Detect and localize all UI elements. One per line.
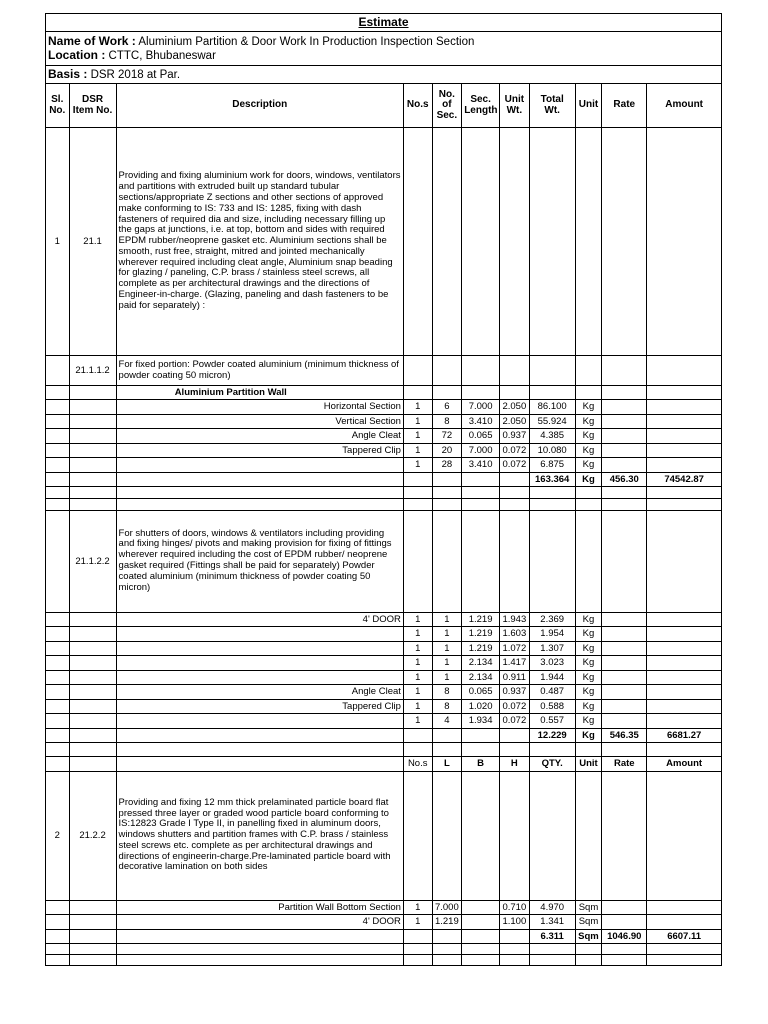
subtotal-row [46,929,722,943]
row-total-wt: 0.487 [529,685,575,700]
row-total-wt: 6.875 [529,458,575,473]
row-sec-length: 2.134 [462,670,500,685]
row-total-wt: 86.100 [529,400,575,415]
name-of-work-value: Aluminium Partition & Door Work In Production Inspection Section [138,35,475,48]
row-description [116,627,403,642]
row-description [116,656,403,671]
row-unit: Kg [575,627,602,642]
row-qty: 4.970 [529,900,575,915]
row-unit: Kg [575,443,602,458]
row-no-of-sec: 1 [432,641,462,656]
measurement-row [46,685,722,700]
row-sec-length: 3.410 [462,414,500,429]
row-unit: Kg [575,612,602,627]
row-description: 4' DOOR [116,612,403,627]
row-nos: 1 [403,699,432,714]
location-label: Location : [48,47,106,62]
col-sl: Sl. No. [46,84,70,128]
row-unit-wt: 1.943 [500,612,530,627]
row-no-of-sec: 8 [432,685,462,700]
measurement-row [46,714,722,729]
measurement-row [46,443,722,458]
row-sec-length: 1.219 [462,641,500,656]
blank-row [46,954,722,965]
col-unit-wt: Unit Wt. [500,84,530,128]
subtotal-unit: Kg [575,728,602,742]
subtotal-unit: Sqm [575,929,602,943]
row-unit-wt: 1.072 [500,641,530,656]
subtotal-rate: 1046.90 [602,929,647,943]
group-title-row [46,386,722,400]
item-sl: 1 [46,128,70,356]
subtotal-amount: 6607.11 [647,929,722,943]
row-description: Angle Cleat [116,429,403,444]
row-unit: Kg [575,699,602,714]
measurement-row [46,656,722,671]
subtotal-unit: Kg [575,472,602,486]
measurement-row [46,915,722,930]
col-no-of-sec: No. of Sec. [432,84,462,128]
row-unit-wt: 0.937 [500,429,530,444]
subitem-dsr: 21.1.2.2 [69,510,116,612]
column-header-row-2 [46,756,722,771]
row-nos: 1 [403,670,432,685]
blank-row [46,486,722,498]
row-unit: Sqm [575,900,602,915]
row-unit: Sqm [575,915,602,930]
row-unit: Kg [575,414,602,429]
measurement-row [46,612,722,627]
item-dsr: 21.1 [69,128,116,356]
col-dsr: DSR Item No. [69,84,116,128]
row-unit-wt: 1.603 [500,627,530,642]
row-total-wt: 10.080 [529,443,575,458]
col2-l: L [432,756,462,771]
location-value: CTTC, Bhubaneswar [108,49,216,62]
row-total-wt: 1.954 [529,627,575,642]
col-amount: Amount [647,84,722,128]
row-nos: 1 [403,414,432,429]
row-nos: 1 [403,900,432,915]
row-no-of-sec: 4 [432,714,462,729]
row-nos: 1 [403,612,432,627]
subtotal-row [46,728,722,742]
row-total-wt: 1.307 [529,641,575,656]
col-description: Description [116,84,403,128]
row-unit-wt: 1.417 [500,656,530,671]
row-nos: 1 [403,641,432,656]
group-title: Aluminium Partition Wall [116,386,403,400]
row-description: Angle Cleat [116,685,403,700]
row-sec-length: 1.219 [462,627,500,642]
row-unit: Kg [575,685,602,700]
subtotal-weight: 163.364 [529,472,575,486]
row-description: Horizontal Section [116,400,403,415]
col2-rate: Rate [602,756,647,771]
row-total-wt: 4.385 [529,429,575,444]
row-h: 1.100 [500,915,530,930]
col-sec-length: Sec. Length [462,84,500,128]
basis-row [46,66,722,84]
row-nos: 1 [403,656,432,671]
row-no-of-sec: 8 [432,414,462,429]
col2-qty: QTY. [529,756,575,771]
row-unit: Kg [575,641,602,656]
row-description: Tappered Clip [116,443,403,458]
measurement-row [46,429,722,444]
measurement-row [46,670,722,685]
row-total-wt: 0.557 [529,714,575,729]
row-description: Partition Wall Bottom Section [116,900,403,915]
row-nos: 1 [403,714,432,729]
work-info [46,32,722,66]
row-sec-length: 0.065 [462,685,500,700]
row-l: 7.000 [432,900,462,915]
sub1-rows [46,400,722,473]
row-total-wt: 3.023 [529,656,575,671]
col-unit: Unit [575,84,602,128]
row-unit-wt: 2.050 [500,400,530,415]
subitem-description: For fixed portion: Powder coated aluminium (minimum thickness of powder coating 50 micron) [116,356,403,386]
row-unit-wt: 0.072 [500,699,530,714]
subtotal-amount: 6681.27 [647,728,722,742]
row-description [116,670,403,685]
row-sec-length: 2.134 [462,656,500,671]
subitem-description: For shutters of doors, windows & ventilators including providing and fixing hinges/ pivots and making provision for fixing of fittings wherever required including the cost of EPDM rubber/ neoprene gasket required (Fittings shall be paid for separately) Powder coated aluminium (minimum thickness of powder coating 50 micron) [116,510,403,612]
row-no-of-sec: 1 [432,627,462,642]
row-qty: 1.341 [529,915,575,930]
measurement-row [46,400,722,415]
col-total-wt: Total Wt. [529,84,575,128]
row-no-of-sec: 72 [432,429,462,444]
measurement-row [46,414,722,429]
measurement-row [46,458,722,473]
measurement-row [46,699,722,714]
blank-row [46,742,722,756]
estimate-sheet [45,13,722,966]
col-nos: No.s [403,84,432,128]
col2-nos: No.s [403,756,432,771]
col2-h: H [500,756,530,771]
row-description [116,641,403,656]
row-description: Vertical Section [116,414,403,429]
row-sec-length: 1.219 [462,612,500,627]
row-nos: 1 [403,685,432,700]
row-description [116,714,403,729]
row-unit-wt: 0.072 [500,458,530,473]
measurement-row [46,627,722,642]
subitem-row [46,510,722,612]
measurement-row [46,900,722,915]
subtotal-rate: 456.30 [602,472,647,486]
row-sec-length: 0.065 [462,429,500,444]
row-b [462,900,500,915]
item-dsr: 21.2.2 [69,771,116,900]
row-unit-wt: 0.072 [500,443,530,458]
row-unit: Kg [575,458,602,473]
col-rate: Rate [602,84,647,128]
row-h: 0.710 [500,900,530,915]
item-description: Providing and fixing 12 mm thick prelaminated particle board flat pressed three layer or graded wood particle board conforming to IS:12823 Grade I Type II, in panelling fixed in aluminum doors, windows shutters and partition frames with C.P. brass / stainless steel screws etc. complete as per architectural drawings and directions of engineerin-charge.Pre-laminated particle board with decorative lamination on both sides [116,771,403,900]
name-of-work-label: Name of Work : [48,33,136,48]
row-unit: Kg [575,656,602,671]
row-unit-wt: 0.911 [500,670,530,685]
row-total-wt: 55.924 [529,414,575,429]
row-unit: Kg [575,670,602,685]
basis-label: Basis : [48,66,88,81]
estimate-table [45,13,722,966]
row-no-of-sec: 6 [432,400,462,415]
row-total-wt: 0.588 [529,699,575,714]
row-nos: 1 [403,915,432,930]
row-nos: 1 [403,627,432,642]
row-no-of-sec: 28 [432,458,462,473]
measurement-row [46,641,722,656]
item-sl: 2 [46,771,70,900]
sub2-rows [46,612,722,728]
row-b [462,915,500,930]
row-nos: 1 [403,443,432,458]
column-header-row [46,84,722,128]
blank-row [46,943,722,954]
row-no-of-sec: 1 [432,670,462,685]
subtotal-rate: 546.35 [602,728,647,742]
row-unit: Kg [575,429,602,444]
subitem-dsr: 21.1.1.2 [69,356,116,386]
row-total-wt: 2.369 [529,612,575,627]
blank-row [46,498,722,510]
row-sec-length: 1.020 [462,699,500,714]
row-unit-wt: 0.937 [500,685,530,700]
row-total-wt: 1.944 [529,670,575,685]
row-nos: 1 [403,400,432,415]
basis-value: DSR 2018 at Par. [90,68,181,81]
item2-rows [46,900,722,929]
subtotal-amount: 74542.87 [647,472,722,486]
subtotal-row [46,472,722,486]
page-title: Estimate [46,14,722,32]
row-no-of-sec: 20 [432,443,462,458]
subtotal-qty: 6.311 [529,929,575,943]
item-row [46,771,722,900]
row-description: 4' DOOR [116,915,403,930]
row-no-of-sec: 1 [432,656,462,671]
col2-b: B [462,756,500,771]
row-unit: Kg [575,714,602,729]
row-l: 1.219 [432,915,462,930]
row-unit-wt: 2.050 [500,414,530,429]
row-sec-length: 1.934 [462,714,500,729]
row-sec-length: 7.000 [462,400,500,415]
subitem-row [46,356,722,386]
row-description: Tappered Clip [116,699,403,714]
row-sec-length: 7.000 [462,443,500,458]
row-nos: 1 [403,429,432,444]
row-nos: 1 [403,458,432,473]
row-no-of-sec: 1 [432,612,462,627]
row-description [116,458,403,473]
item-row [46,128,722,356]
subtotal-weight: 12.229 [529,728,575,742]
col2-unit: Unit [575,756,602,771]
row-no-of-sec: 8 [432,699,462,714]
row-unit: Kg [575,400,602,415]
row-sec-length: 3.410 [462,458,500,473]
row-unit-wt: 0.072 [500,714,530,729]
item-description: Providing and fixing aluminium work for doors, windows, ventilators and partitions with extruded built up standard tubular sections/appropriate Z sections and other sections of approved make conforming to IS: 733 and IS: 1285, fixing with dash fasteners of required dia and size, including necessary filling up the gaps at junctions, i.e. at top, bottom and sides with required EPDM rubber/neoprene gasket etc. Aluminium sections shall be smooth, rust free, straight, mitred and jointed mechanically wherever required including cleat angle, Aluminium snap beading for glazing / paneling, C.P. brass / stainless steel screws, all complete as per architectural drawings and the directions of Engineer-in-charge. (Glazing, paneling and dash fasteners to be paid for separately) : [116,128,403,356]
col2-amount: Amount [647,756,722,771]
